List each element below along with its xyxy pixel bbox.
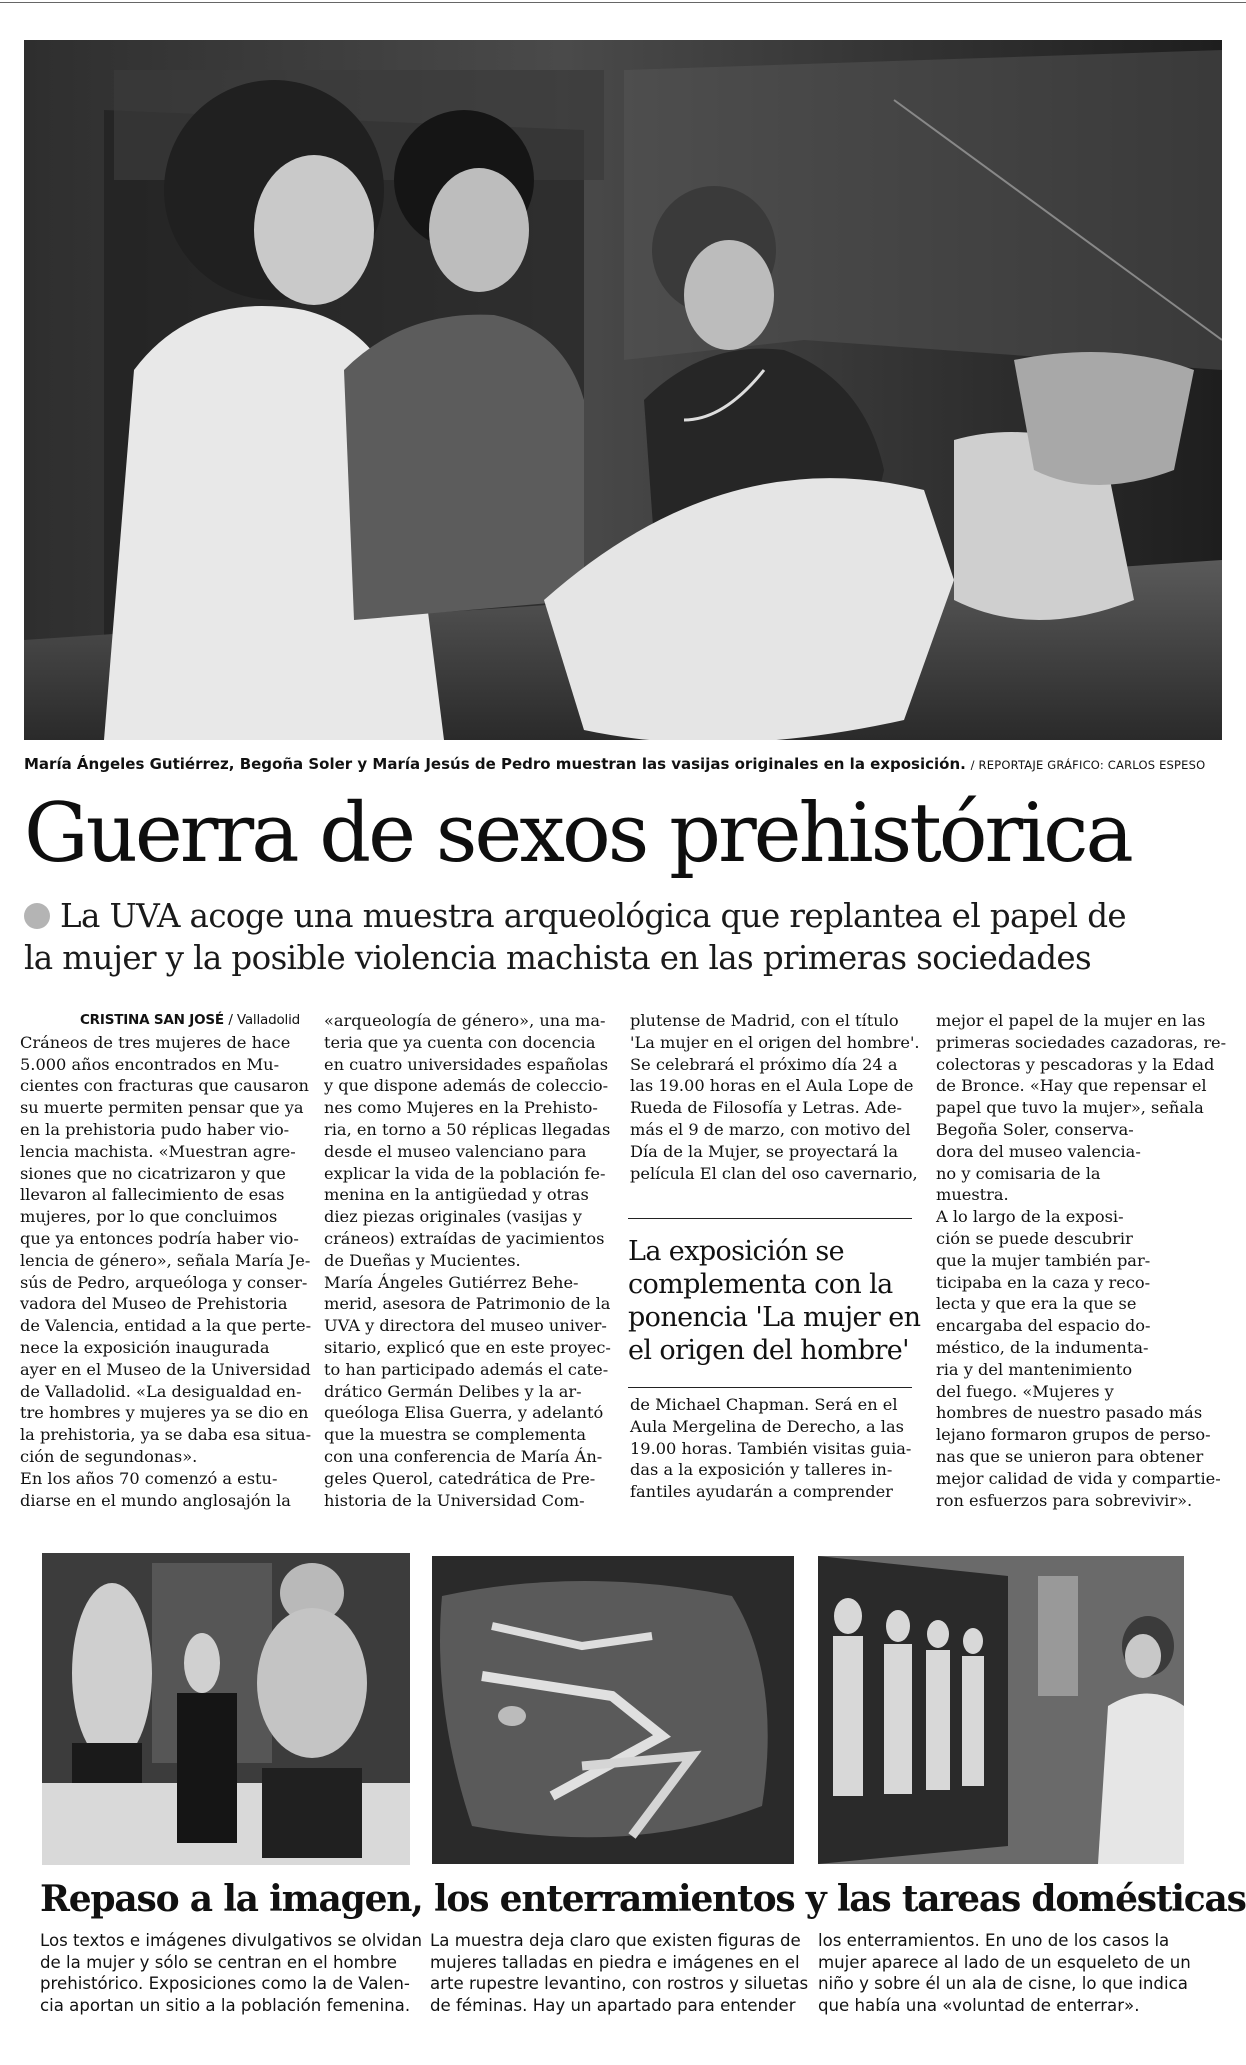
text-line: A lo largo de la exposi-: [936, 1207, 1124, 1227]
text-line: fantiles ayudarán a comprender: [630, 1482, 893, 1502]
text-line: ponencia 'La mujer en: [628, 1302, 921, 1333]
text-line: historia de la Universidad Com-: [324, 1490, 585, 1510]
text-line: geles Querol, catedrática de Pre-: [324, 1468, 596, 1488]
text-line: queóloga Elisa Guerra, y adelantó: [324, 1403, 604, 1423]
text-line: En los años 70 comenzó a estu-: [20, 1468, 278, 1488]
text-line: das a la exposición y talleres in-: [630, 1460, 893, 1480]
text-line: UVA y directora del museo univer-: [324, 1316, 607, 1336]
text-line: desde el museo valenciano para: [324, 1141, 587, 1161]
column-1-lines: [20, 1032, 312, 1512]
text-line: su muerte permiten pensar que ya: [20, 1098, 304, 1118]
text-line: ticipaba en la caza y reco-: [936, 1272, 1151, 1292]
text-line: Cráneos de tres mujeres de hace: [20, 1032, 291, 1052]
text-line: ron esfuerzos para sobrevivir».: [936, 1490, 1193, 1510]
text-line: ción se puede descubrir: [936, 1228, 1133, 1248]
column-2-lines: [324, 1010, 611, 1511]
subhead-line: [24, 895, 1224, 937]
column-3-top-lines: [630, 1010, 920, 1184]
text-line: colectoras y pescadoras y la Edad: [936, 1054, 1215, 1074]
top-rule: [0, 2, 1246, 3]
text-line: el origen del hombre': [628, 1335, 909, 1366]
text-line: prehistórico. Exposiciones como la de Valen-: [40, 1974, 410, 1993]
text-line: película El clan del oso cavernario,: [630, 1163, 918, 1183]
text-line: ria y del mantenimiento: [936, 1359, 1133, 1379]
hero-photo: [24, 40, 1222, 740]
rock-art-gallery-photo: [818, 1556, 1184, 1864]
article-column-3: [630, 1010, 920, 1184]
pullquote-lines: [628, 1235, 921, 1367]
text-line: méstico, de la indumenta-: [936, 1337, 1149, 1357]
text-line: dora del museo valencia-: [936, 1141, 1141, 1161]
venus-figurines-photo: [42, 1553, 410, 1865]
article-column-4: [936, 1010, 1227, 1511]
text-line: en la prehistoria pudo haber vio-: [20, 1119, 290, 1139]
text-line: no y comisaria de la: [936, 1163, 1101, 1183]
text-line: cientes con fracturas que causaron: [20, 1076, 309, 1096]
text-line: arte rupestre levantino, con rostros y siluetas: [430, 1974, 809, 1993]
text-line: muestra.: [936, 1185, 1009, 1205]
byline: [20, 1010, 300, 1032]
text-line: cráneos) extraídas de yacimientos: [324, 1228, 605, 1248]
text-line: de Valladolid. «La desigualdad en-: [20, 1381, 302, 1401]
text-line: encargaba del espacio do-: [936, 1316, 1151, 1336]
text-line: diarse en el mundo anglosajón la: [20, 1490, 291, 1510]
text-line: mejor calidad de vida y compartie-: [936, 1468, 1221, 1488]
article-column-2: [324, 1010, 611, 1511]
text-line: nas que se unieron para obtener: [936, 1446, 1204, 1466]
text-line: lencia de género», señala María Je-: [20, 1250, 311, 1270]
text-line: plutense de Madrid, con el título: [630, 1011, 899, 1030]
hero-caption: [24, 754, 1224, 775]
byline-author: CRISTINA SAN JOSÉ: [79, 1012, 224, 1028]
bottom-column-2-lines: [430, 1930, 809, 2016]
skeleton-burial-photo: [432, 1556, 794, 1864]
headline: Guerra de sexos prehistórica: [24, 787, 1131, 881]
text-line: llevaron al fallecimiento de esas: [20, 1185, 285, 1205]
hero-photo-illustration: [24, 40, 1222, 740]
text-line: de Valencia, entidad a la que perte-: [20, 1316, 312, 1336]
text-line: con una conferencia de María Án-: [324, 1446, 603, 1466]
text-line: La muestra deja claro que existen figuras de: [430, 1931, 801, 1950]
text-line: María Ángeles Gutiérrez Behe-: [324, 1272, 579, 1292]
text-line: y que dispone además de coleccio-: [324, 1076, 609, 1096]
text-line: 'La mujer en el origen del hombre'.: [630, 1032, 920, 1052]
text-line: de la mujer y sólo se centran en el hombre: [40, 1952, 397, 1972]
text-line: vadora del Museo de Prehistoria: [20, 1294, 288, 1314]
text-line: La exposición se: [628, 1236, 845, 1267]
text-line: lecta y que era la que se: [936, 1294, 1137, 1314]
venus-figurines-illustration: [42, 1553, 410, 1865]
article-column-3-bottom: [630, 1394, 912, 1503]
text-line: Begoña Soler, conserva-: [936, 1119, 1134, 1139]
text-line: 5.000 años encontrados en Mu-: [20, 1054, 280, 1074]
text-line: ayer en el Museo de la Universidad: [20, 1359, 311, 1379]
text-line: los enterramientos. En uno de los casos la: [818, 1931, 1170, 1950]
text-line: menina en la antigüedad y otras: [324, 1185, 589, 1205]
text-line: merid, asesora de Patrimonio de la: [324, 1294, 611, 1314]
bottom-column-3: [818, 1930, 1191, 2016]
text-line: teria que ya cuenta con docencia: [324, 1032, 596, 1052]
text-line: de Bronce. «Hay que repensar el: [936, 1076, 1207, 1096]
text-line: diez piezas originales (vasijas y: [324, 1207, 582, 1227]
caption-text: María Ángeles Gutiérrez, Begoña Soler y María Jesús de Pedro muestran las vasijas originales en la exposición.: [24, 755, 966, 773]
text-line: que la muestra se complementa: [324, 1425, 587, 1445]
text-line: del fuego. «Mujeres y: [936, 1381, 1114, 1401]
text-line: 19.00 horas. También visitas guia-: [630, 1438, 912, 1458]
text-line: nes como Mujeres en la Prehisto-: [324, 1098, 598, 1118]
text-line: papel que tuvo la mujer», señala: [936, 1098, 1204, 1118]
text-line: que la mujer también par-: [936, 1250, 1151, 1270]
text-line: que había una «voluntad de enterrar».: [818, 1995, 1140, 2015]
text-line: Se celebrará el próximo día 24 a: [630, 1054, 898, 1074]
subhead: [24, 895, 1224, 979]
skeleton-burial-illustration: [432, 1556, 794, 1864]
text-line: la prehistoria, ya se daba esa situa-: [20, 1425, 312, 1445]
article-column-1: [20, 1010, 312, 1511]
text-line: lencia machista. «Muestran agre-: [20, 1141, 296, 1161]
column-3-bottom-lines: [630, 1394, 912, 1503]
text-line: que ya entonces podría haber vio-: [20, 1228, 299, 1248]
text-line: mujer aparece al lado de un esqueleto de un: [818, 1952, 1191, 1972]
subhead-line-1: La UVA acoge una muestra arqueológica que replantea el papel de: [60, 897, 1127, 935]
column-4-lines: [936, 1010, 1227, 1511]
text-line: lejano formaron grupos de perso-: [936, 1425, 1211, 1445]
text-line: de féminas. Hay un apartado para entender: [430, 1995, 796, 2015]
text-line: Los textos e imágenes divulgativos se olvidan: [40, 1931, 423, 1950]
text-line: mujeres talladas en piedra e imágenes en el: [430, 1952, 800, 1972]
text-line: ción de segundonas».: [20, 1446, 198, 1466]
text-line: to han participado además el cate-: [324, 1359, 609, 1379]
text-line: de Dueñas y Mucientes.: [324, 1250, 521, 1270]
text-line: de Michael Chapman. Será en el: [630, 1395, 898, 1414]
text-line: más el 9 de marzo, con motivo del: [630, 1119, 911, 1139]
text-line: mejor el papel de la mujer en las: [936, 1011, 1206, 1030]
bottom-column-2: [430, 1930, 809, 2016]
text-line: niño y sobre él un ala de cisne, lo que indica: [818, 1974, 1188, 1993]
bottom-column-3-lines: [818, 1930, 1191, 2016]
text-line: sús de Pedro, arqueóloga y conser-: [20, 1272, 308, 1292]
text-line: explicar la vida de la población fe-: [324, 1163, 606, 1183]
text-line: en cuatro universidades españolas: [324, 1054, 609, 1074]
pullquote: [628, 1218, 921, 1388]
bottom-column-1: [40, 1930, 423, 2016]
text-line: Aula Mergelina de Derecho, a las: [630, 1416, 904, 1436]
text-line: cia aportan un sitio a la población femenina.: [40, 1995, 411, 2015]
rock-art-gallery-illustration: [818, 1556, 1184, 1864]
text-line: Rueda de Filosofía y Letras. Ade-: [630, 1098, 903, 1118]
text-line: tre hombres y mujeres ya se dio en: [20, 1403, 309, 1423]
bottom-column-1-lines: [40, 1930, 423, 2016]
text-line: drático Germán Delibes y la ar-: [324, 1381, 582, 1401]
text-line: sitario, explicó que en este proyec-: [324, 1337, 611, 1357]
text-line: ria, en torno a 50 réplicas llegadas: [324, 1119, 611, 1139]
text-line: complementa con la: [628, 1269, 893, 1300]
subhead-line-2: la mujer y la posible violencia machista en las primeras sociedades: [24, 939, 1092, 977]
bullet-dot-icon: [24, 903, 50, 929]
text-line: primeras sociedades cazadoras, re-: [936, 1032, 1227, 1052]
bottom-headline: Repaso a la imagen, los enterramientos y las tareas domésticas: [40, 1878, 1246, 1920]
text-line: las 19.00 horas en el Aula Lope de: [630, 1076, 914, 1096]
text-line: hombres de nuestro pasado más: [936, 1403, 1203, 1423]
photo-credit: / REPORTAJE GRÁFICO: CARLOS ESPESO: [970, 758, 1206, 772]
text-line: mujeres, por lo que concluimos: [20, 1207, 278, 1227]
byline-city: / Valladolid: [228, 1012, 300, 1028]
text-line: nece la exposición inaugurada: [20, 1337, 270, 1357]
text-line: «arqueología de género», una ma-: [324, 1011, 606, 1030]
text-line: Día de la Mujer, se proyectará la: [630, 1141, 899, 1161]
text-line: siones que no cicatrizaron y que: [20, 1163, 286, 1183]
